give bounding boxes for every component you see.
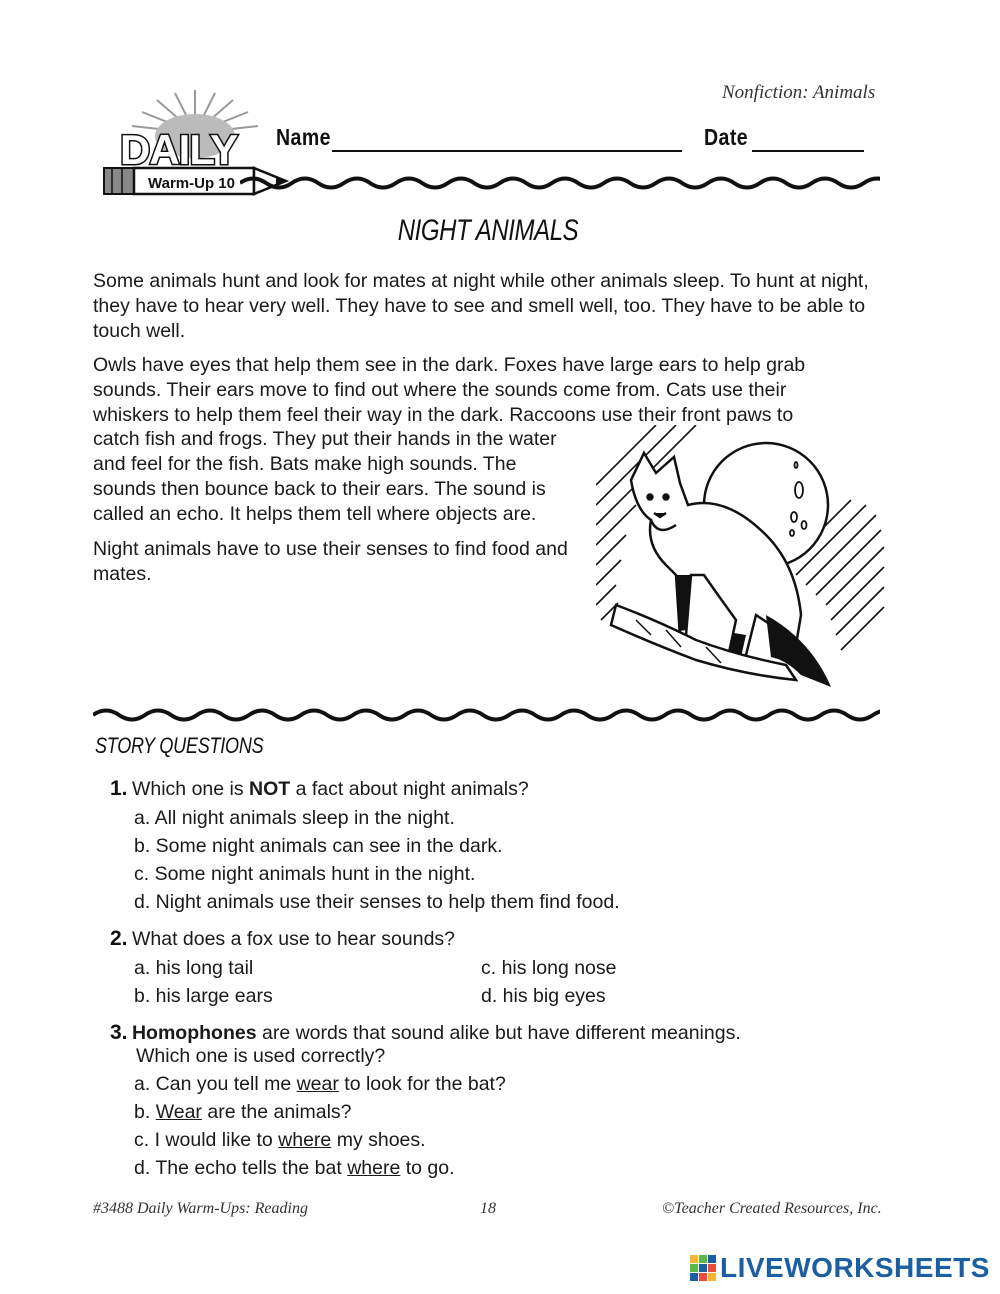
q3-option-a[interactable]: a. Can you tell me wear to look for the bat? xyxy=(134,1073,506,1095)
question-2 xyxy=(110,927,455,951)
date-label: Date xyxy=(704,124,749,150)
footer-book-title: #3488 Daily Warm-Ups: Reading xyxy=(93,1200,308,1217)
question-3-line-2: Which one is used correctly? xyxy=(136,1045,386,1067)
q2-option-c[interactable]: c. his long nose xyxy=(481,957,617,979)
q1-option-d[interactable]: d. Night animals use their senses to help them find food. xyxy=(134,891,620,913)
name-label: Name xyxy=(276,124,331,150)
wavy-divider-bottom xyxy=(93,700,880,730)
q1-option-a[interactable]: a. All night animals sleep in the night. xyxy=(134,807,455,829)
paragraph-3 xyxy=(93,537,603,587)
question-number: 2. xyxy=(110,927,128,950)
badge-subtitle: Warm-Up 10 xyxy=(148,175,235,192)
paragraph-line: and feel for the fish. Bats make high sounds. The xyxy=(93,453,517,475)
liveworksheets-grid-icon xyxy=(690,1255,716,1281)
paragraph-2 xyxy=(93,353,883,428)
q3-option-d[interactable]: d. The echo tells the bat where to go. xyxy=(134,1157,455,1179)
paragraph-line: Owls have eyes that help them see in the dark. Foxes have large ears to help grab xyxy=(93,354,806,376)
paragraph-line: called an echo. It helps them tell where objects are. xyxy=(93,503,537,525)
q1-option-b[interactable]: b. Some night animals can see in the dark. xyxy=(134,835,503,857)
question-text: Homophones are words that sound alike but have different meanings. xyxy=(131,1022,741,1044)
paragraph-2-continued xyxy=(93,427,603,527)
question-3 xyxy=(110,1021,741,1045)
question-text: What does a fox use to hear sounds? xyxy=(131,928,456,950)
q3-option-c[interactable]: c. I would like to where my shoes. xyxy=(134,1129,426,1151)
q2-option-d[interactable]: d. his big eyes xyxy=(481,985,606,1007)
wavy-divider-top xyxy=(240,168,880,198)
liveworksheets-wordmark: LIVEWORKSHEETS xyxy=(720,1252,990,1283)
category-label: Nonfiction: Animals xyxy=(722,82,876,103)
question-number: 1. xyxy=(110,777,128,800)
page-title: NIGHT ANIMALS xyxy=(397,214,579,247)
date-field-line xyxy=(752,150,864,152)
paragraph-line: sounds. Their ears move to find out where the sounds come from. Cats use their xyxy=(93,379,787,401)
paragraph-line: sounds then bounce back to their ears. The sound is xyxy=(93,478,546,500)
q2-option-a[interactable]: a. his long tail xyxy=(134,957,254,979)
story-questions-heading: STORY QUESTIONS xyxy=(95,733,264,758)
question-text: Which one is NOT a fact about night animals? xyxy=(131,778,529,800)
footer-page-number: 18 xyxy=(480,1200,496,1217)
paragraph-1: Some animals hunt and look for mates at night while other animals sleep. To hunt at night, they have to hear very well. They have to see and smell well, too. They have to be able to touch well. xyxy=(93,270,869,342)
q2-option-b[interactable]: b. his large ears xyxy=(134,985,273,1007)
question-1 xyxy=(110,777,529,801)
paragraph-line: whiskers to help them feel their way in the dark. Raccoons use their front paws to xyxy=(93,404,794,426)
q1-option-c[interactable]: c. Some night animals hunt in the night. xyxy=(134,863,476,885)
footer-copyright: ©Teacher Created Resources, Inc. xyxy=(662,1200,882,1217)
badge-title: DAILY xyxy=(120,126,238,173)
paragraph-line: catch fish and frogs. They put their hands in the water xyxy=(93,428,557,450)
fox-moon-illustration xyxy=(596,425,886,695)
paragraph-line: Night animals have to use their senses to find food and xyxy=(93,538,568,560)
paragraph-line: mates. xyxy=(93,563,152,585)
liveworksheets-logo xyxy=(690,1252,990,1284)
q3-option-b[interactable]: b. Wear are the animals? xyxy=(134,1101,352,1123)
question-number: 3. xyxy=(110,1021,128,1044)
name-field-line xyxy=(332,150,682,152)
